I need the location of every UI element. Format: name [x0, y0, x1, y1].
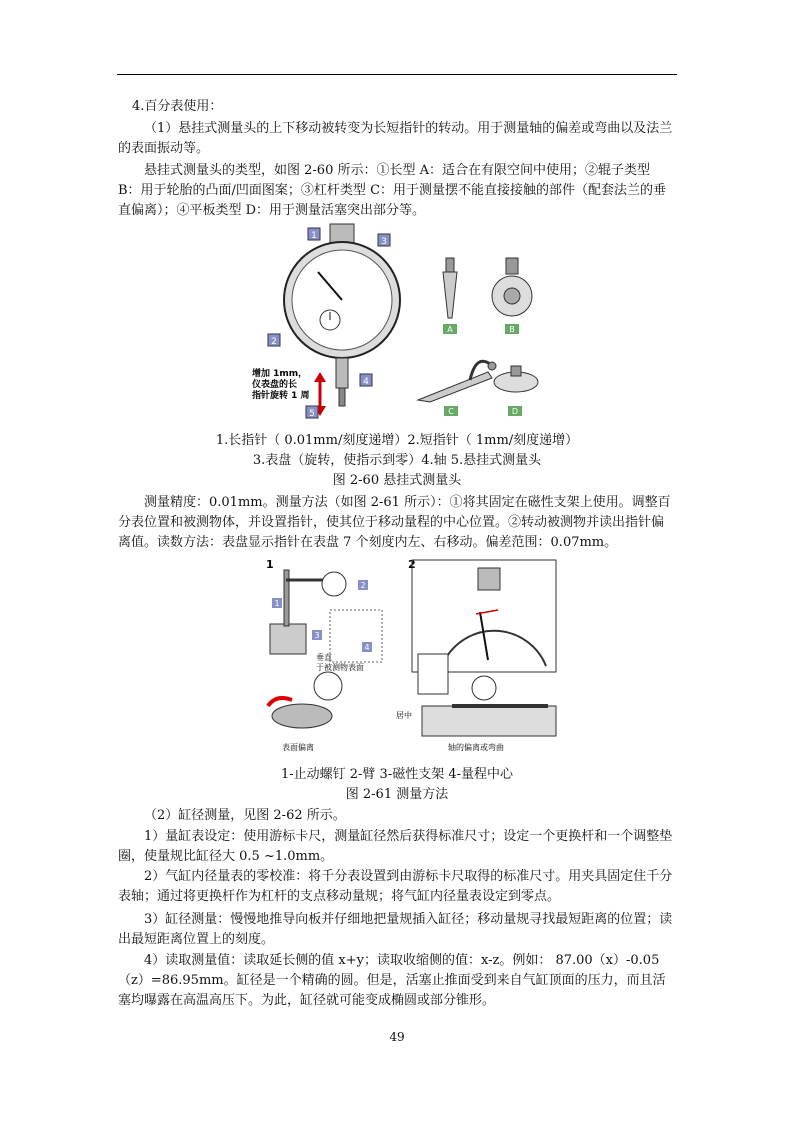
note-line-1: 增加 1mm， [252, 369, 308, 379]
fig1-caption-title: 图 2-60 悬挂式测量头 [332, 473, 462, 488]
callout-2: 2 [271, 337, 277, 347]
figure-2-61 [262, 556, 560, 756]
type-a-label: A [447, 325, 453, 334]
label-vertical: 垂直 [316, 653, 332, 662]
fig2-callout-3: 3 [314, 631, 320, 640]
paragraph-8: 4）读取测量值：读取延长侧的值 x+y；读取收缩侧的值：x-z。例如： 87.00（x）-0.05（z）=86.95mm。缸径是一个精确的圆。但是，活塞止推面受到来自气缸顶面的压力，而且活塞均曝露在高温高压下。为此，缸径就可能变成椭圆或部分锥形。 [118, 953, 666, 1008]
figure-2-60 [250, 222, 550, 422]
type-d-label: D [511, 407, 519, 416]
panel-2-label: 2 [408, 558, 416, 571]
type-c-label: C [448, 407, 454, 416]
fig2-callout-4: 4 [364, 643, 370, 652]
panel-1-label: 1 [266, 558, 274, 571]
paragraph-3: 测量精度：0.01mm。测量方法（如图 2-61 所示）：①将其固定在磁性支架上使用。调整百分表位置和被测物体，并设置指针，使其位于移动量程的中心位置。②转动被测物并读出指针偏离值。读数方法：表盘显示指针在表盘 7 个刻度内左、右移动。偏差范围：0.07mm。 [118, 495, 671, 550]
section-title: 4.百分表使用： [132, 99, 223, 114]
fig2-callout-2: 2 [360, 581, 366, 590]
page-number: 49 [389, 1030, 405, 1044]
paragraph-4: （2）缸径测量，见图 2-62 所示。 [144, 808, 346, 823]
paragraph-1: （1）悬挂式测量头的上下移动被转变为长短指针的转动。用于测量轴的偏差或弯曲以及法兰的表面振动等。 [118, 121, 673, 156]
fig2-caption-line1: 1-止动螺钉 2-臂 3-磁性支架 4-量程中心 [280, 767, 514, 782]
paragraph-2: 悬挂式测量头的类型，如图 2-60 所示：①长型 A：适合在有限空间中使用；②辊子类型 B：用于轮胎的凸面/凹面图案；③杠杆类型 C：用于测量摆不能直接接触的部件（配套法兰的垂直偏离）；④平板类型 D：用于测量活塞突出部分等。 [118, 163, 667, 218]
fig2-callout-1: 1 [274, 599, 280, 608]
callout-4: 4 [363, 377, 369, 387]
label-vertical-2: 于被测物表面 [316, 663, 364, 672]
fig2-caption-title: 图 2-61 测量方法 [345, 787, 449, 802]
callout-1: 1 [311, 231, 317, 241]
fig1-caption-line1: 1.长指针（ 0.01mm/刻度递增）2.短指针（ 1mm/刻度递增） [215, 433, 579, 448]
label-surface: 表面偏离 [282, 743, 314, 752]
label-center: 居中 [396, 711, 412, 720]
note-line-3: 指针旋转 1 周 [252, 391, 310, 401]
fig1-caption-line2: 3.表盘（旋转，使指示到零）4.轴 5.悬挂式测量头 [252, 453, 542, 468]
header-rule [117, 74, 677, 75]
paragraph-5: 1）量缸表设定：使用游标卡尺，测量缸径然后获得标准尺寸；设定一个更换杆和一个调整垫圈，使量规比缸径大 0.5 ~1.0mm。 [118, 829, 673, 864]
paragraph-7: 3）缸径测量：慢慢地推导向板并仔细地把量规插入缸径；移动量规寻找最短距离的位置；读出最短距离位置上的刻度。 [118, 912, 673, 947]
note-line-2: 仪表盘的长 [252, 380, 298, 390]
callout-3: 3 [381, 237, 387, 247]
type-b-label: B [509, 325, 515, 334]
callout-5: 5 [309, 409, 315, 419]
paragraph-6: 2）气缸内径量表的零校准：将千分表设置到由游标卡尺取得的标准尺寸。用夹具固定住千分表轴；通过将更换杆作为杠杆的支点移动量规；将气缸内径量表设定到零点。 [118, 869, 673, 904]
label-shaft: 轴的偏离或弯曲 [448, 743, 504, 752]
